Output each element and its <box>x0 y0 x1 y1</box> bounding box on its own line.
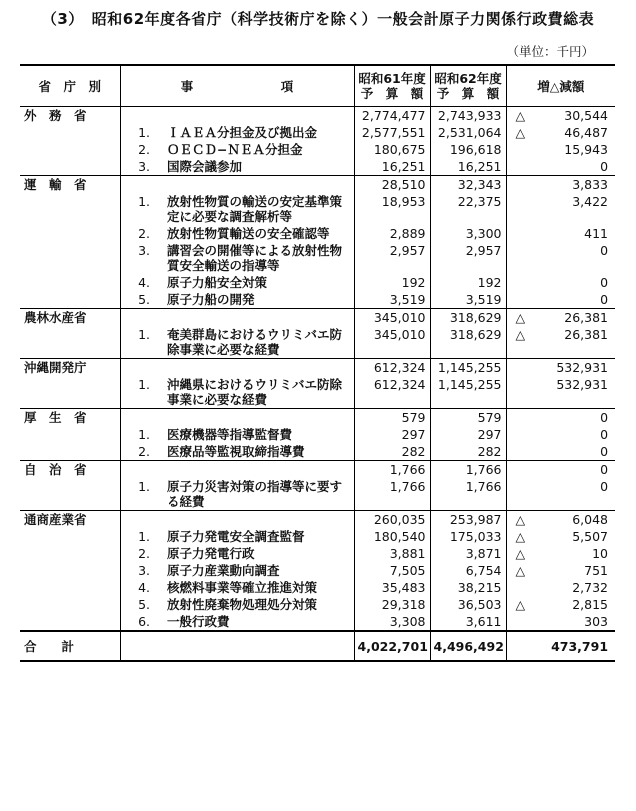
item-diff-cell <box>506 326 615 359</box>
item-diff-cell <box>506 545 615 562</box>
item-number: 1. <box>138 194 150 209</box>
header-dept: 省 庁 別 <box>20 65 120 107</box>
item-row <box>20 225 615 242</box>
item-diff-cell <box>506 579 615 596</box>
total-fy61: 4,022,701 <box>354 631 430 661</box>
item-row <box>20 562 615 579</box>
item-number: 1. <box>138 479 150 494</box>
dept-diff-sign: △ <box>515 310 526 325</box>
item-fy61: 3,881 <box>354 545 430 562</box>
item-name: 放射性廃棄物処理処分対策 <box>164 596 354 613</box>
dept-diff-value: 3,833 <box>572 177 609 192</box>
item-diff-value: 0 <box>600 243 609 258</box>
item-number: 4. <box>138 580 150 595</box>
dept-blank-cell <box>20 193 120 225</box>
item-fy61: 2,957 <box>354 242 430 274</box>
dept-fy62: 2,743,933 <box>430 107 506 125</box>
item-fy62: 38,215 <box>430 579 506 596</box>
item-diff-value: 0 <box>600 479 609 494</box>
item-number: 1. <box>138 377 150 392</box>
dept-row <box>20 309 615 327</box>
item-fy62: 196,618 <box>430 141 506 158</box>
item-name: ＩＡＥＡ分担金及び拠出金 <box>164 124 354 141</box>
item-name: ＯＥＣＤ−ＮＥＡ分担金 <box>164 141 354 158</box>
item-diff-value: 532,931 <box>556 377 609 392</box>
dept-diff-value: 26,381 <box>564 310 609 325</box>
dept-blank-cell <box>20 326 120 359</box>
item-diff-sign: △ <box>515 597 526 612</box>
item-diff-cell <box>506 158 615 176</box>
dept-fy62: 253,987 <box>430 511 506 529</box>
item-diff-cell <box>506 613 615 631</box>
item-diff-sign: △ <box>515 125 526 140</box>
dept-diff-value: 532,931 <box>556 360 609 375</box>
dept-blank-cell <box>20 426 120 443</box>
dept-fy61: 2,774,477 <box>354 107 430 125</box>
total-item-cell <box>120 631 354 661</box>
table-header-row <box>20 65 615 107</box>
total-label: 合 計 <box>20 631 120 661</box>
item-diff-cell <box>506 562 615 579</box>
dept-item-cell <box>120 359 354 377</box>
dept-fy62: 1,145,255 <box>430 359 506 377</box>
item-diff-value: 26,381 <box>564 327 609 342</box>
item-diff-cell <box>506 225 615 242</box>
item-diff-cell <box>506 426 615 443</box>
dept-fy61: 1,766 <box>354 461 430 479</box>
dept-row <box>20 107 615 125</box>
dept-fy62: 318,629 <box>430 309 506 327</box>
item-fy62: 1,766 <box>430 478 506 511</box>
item-diff-value: 411 <box>584 226 609 241</box>
dept-blank-cell <box>20 579 120 596</box>
item-diff-value: 2,732 <box>572 580 609 595</box>
item-row <box>20 326 615 359</box>
item-fy62: 2,957 <box>430 242 506 274</box>
item-fy62: 175,033 <box>430 528 506 545</box>
item-name: 原子力船の開発 <box>164 291 354 309</box>
total-diff-cell <box>506 631 615 661</box>
item-diff-cell <box>506 596 615 613</box>
dept-blank-cell <box>20 274 120 291</box>
dept-item-cell <box>120 409 354 427</box>
item-row <box>20 158 615 176</box>
item-number: 5. <box>138 292 150 307</box>
dept-diff-value: 30,544 <box>564 108 609 123</box>
dept-diff-cell <box>506 511 615 529</box>
item-fy62: 282 <box>430 443 506 461</box>
budget-table <box>20 64 615 662</box>
item-number: 2. <box>138 226 150 241</box>
item-name: 核燃料事業等確立推進対策 <box>164 579 354 596</box>
dept-fy61: 260,035 <box>354 511 430 529</box>
dept-fy62: 1,766 <box>430 461 506 479</box>
dept-fy61: 28,510 <box>354 176 430 194</box>
dept-blank-cell <box>20 545 120 562</box>
item-row <box>20 579 615 596</box>
header-fy61-line1: 昭和61年度 <box>358 71 426 86</box>
item-diff-cell <box>506 478 615 511</box>
item-number: 4. <box>138 275 150 290</box>
dept-blank-cell <box>20 478 120 511</box>
dept-item-cell <box>120 176 354 194</box>
item-fy62: 3,871 <box>430 545 506 562</box>
item-fy61: 282 <box>354 443 430 461</box>
item-name: 医療品等監視取締指導費 <box>164 443 354 461</box>
item-name: 放射性物質輸送の安全確認等 <box>164 225 354 242</box>
item-row <box>20 124 615 141</box>
dept-fy61: 612,324 <box>354 359 430 377</box>
dept-diff-cell <box>506 107 615 125</box>
dept-row <box>20 461 615 479</box>
item-number: 1. <box>138 327 150 342</box>
dept-blank-cell <box>20 376 120 409</box>
dept-blank-cell <box>20 291 120 309</box>
item-row <box>20 141 615 158</box>
item-fy62: 2,531,064 <box>430 124 506 141</box>
item-diff-cell <box>506 443 615 461</box>
item-diff-value: 10 <box>592 546 609 561</box>
item-fy61: 35,483 <box>354 579 430 596</box>
dept-name: 農林水産省 <box>20 309 120 327</box>
item-row <box>20 426 615 443</box>
item-name: 一般行政費 <box>164 613 354 631</box>
item-number: 2. <box>138 444 150 459</box>
item-diff-value: 751 <box>584 563 609 578</box>
dept-diff-cell <box>506 409 615 427</box>
dept-name: 通商産業省 <box>20 511 120 529</box>
dept-item-cell <box>120 107 354 125</box>
dept-name: 外 務 省 <box>20 107 120 125</box>
item-diff-cell <box>506 141 615 158</box>
dept-blank-cell <box>20 158 120 176</box>
item-number: 1. <box>138 427 150 442</box>
item-name: 原子力産業動向調査 <box>164 562 354 579</box>
dept-fy62: 579 <box>430 409 506 427</box>
item-number: 2. <box>138 546 150 561</box>
item-number: 3. <box>138 243 150 258</box>
dept-diff-cell <box>506 309 615 327</box>
dept-row <box>20 409 615 427</box>
item-row <box>20 242 615 274</box>
item-number: 6. <box>138 614 150 629</box>
dept-row <box>20 359 615 377</box>
item-fy61: 3,308 <box>354 613 430 631</box>
item-diff-value: 303 <box>584 614 609 629</box>
item-number: 3. <box>138 563 150 578</box>
item-number: 5. <box>138 597 150 612</box>
dept-blank-cell <box>20 124 120 141</box>
dept-blank-cell <box>20 613 120 631</box>
item-diff-value: 0 <box>600 275 609 290</box>
item-row <box>20 596 615 613</box>
dept-blank-cell <box>20 242 120 274</box>
item-name: 沖縄県におけるウリミバエ防除事業に必要な経費 <box>164 376 354 409</box>
table-body <box>20 107 615 632</box>
dept-blank-cell <box>20 225 120 242</box>
item-fy62: 3,519 <box>430 291 506 309</box>
dept-item-cell <box>120 309 354 327</box>
dept-blank-cell <box>20 528 120 545</box>
header-fy62-line2: 予 算 額 <box>436 86 500 101</box>
item-name: 原子力発電安全調査監督 <box>164 528 354 545</box>
item-fy62: 6,754 <box>430 562 506 579</box>
item-name: 講習会の開催等による放射性物質安全輸送の指導等 <box>164 242 354 274</box>
dept-diff-cell <box>506 176 615 194</box>
item-row <box>20 443 615 461</box>
item-name: 放射性物質の輸送の安定基準策定に必要な調査解析等 <box>164 193 354 225</box>
item-fy62: 1,145,255 <box>430 376 506 409</box>
item-row <box>20 274 615 291</box>
item-fy61: 2,577,551 <box>354 124 430 141</box>
dept-diff-cell <box>506 359 615 377</box>
dept-name: 厚 生 省 <box>20 409 120 427</box>
item-fy61: 180,540 <box>354 528 430 545</box>
item-fy62: 297 <box>430 426 506 443</box>
dept-name: 自 治 省 <box>20 461 120 479</box>
dept-diff-value: 0 <box>600 462 609 477</box>
item-diff-value: 5,507 <box>572 529 609 544</box>
dept-fy61: 345,010 <box>354 309 430 327</box>
item-diff-value: 0 <box>600 427 609 442</box>
item-diff-sign: △ <box>515 529 526 544</box>
item-number: 2. <box>138 142 150 157</box>
item-name: 医療機器等指導監督費 <box>164 426 354 443</box>
dept-row <box>20 176 615 194</box>
item-diff-value: 15,943 <box>564 142 609 157</box>
item-fy61: 192 <box>354 274 430 291</box>
item-diff-cell <box>506 291 615 309</box>
dept-fy61: 579 <box>354 409 430 427</box>
item-fy62: 22,375 <box>430 193 506 225</box>
dept-blank-cell <box>20 443 120 461</box>
item-number: 1. <box>138 529 150 544</box>
dept-diff-sign: △ <box>515 512 526 527</box>
dept-diff-sign: △ <box>515 108 526 123</box>
item-number: 1. <box>138 125 150 140</box>
item-fy61: 3,519 <box>354 291 430 309</box>
item-row <box>20 613 615 631</box>
item-fy61: 1,766 <box>354 478 430 511</box>
item-number: 3. <box>138 159 150 174</box>
item-row <box>20 528 615 545</box>
item-diff-cell <box>506 528 615 545</box>
item-fy61: 18,953 <box>354 193 430 225</box>
item-fy61: 7,505 <box>354 562 430 579</box>
dept-item-cell <box>120 511 354 529</box>
total-diff-value: 473,791 <box>551 638 609 654</box>
total-fy62: 4,496,492 <box>430 631 506 661</box>
item-diff-value: 3,422 <box>572 194 609 209</box>
dept-diff-cell <box>506 461 615 479</box>
item-diff-value: 0 <box>600 159 609 174</box>
total-row <box>20 631 615 661</box>
item-diff-cell <box>506 376 615 409</box>
item-name: 原子力発電行政 <box>164 545 354 562</box>
item-name: 原子力災害対策の指導等に要する経費 <box>164 478 354 511</box>
item-name: 奄美群島におけるウリミバエ防除事業に必要な経費 <box>164 326 354 359</box>
item-fy62: 3,300 <box>430 225 506 242</box>
item-diff-value: 46,487 <box>564 125 609 140</box>
item-diff-cell <box>506 124 615 141</box>
dept-diff-value: 0 <box>600 410 609 425</box>
item-fy61: 612,324 <box>354 376 430 409</box>
item-fy61: 16,251 <box>354 158 430 176</box>
item-diff-value: 0 <box>600 292 609 307</box>
header-fy62-line1: 昭和62年度 <box>434 71 502 86</box>
item-diff-cell <box>506 193 615 225</box>
item-row <box>20 291 615 309</box>
item-diff-sign: △ <box>515 563 526 578</box>
item-fy61: 29,318 <box>354 596 430 613</box>
item-diff-value: 0 <box>600 444 609 459</box>
dept-blank-cell <box>20 562 120 579</box>
item-name: 国際会議参加 <box>164 158 354 176</box>
item-row <box>20 376 615 409</box>
header-fy61 <box>354 65 430 107</box>
item-fy61: 297 <box>354 426 430 443</box>
page-title: （3） 昭和62年度各省庁（科学技術庁を除く）一般会計原子力関係行政費総表 <box>41 10 595 28</box>
item-fy62: 3,611 <box>430 613 506 631</box>
header-fy62 <box>430 65 506 107</box>
header-fy61-line2: 予 算 額 <box>360 86 424 101</box>
item-diff-sign: △ <box>515 327 526 342</box>
header-diff: 増△減額 <box>506 65 615 107</box>
item-fy61: 345,010 <box>354 326 430 359</box>
item-fy62: 36,503 <box>430 596 506 613</box>
dept-name: 沖縄開発庁 <box>20 359 120 377</box>
dept-row <box>20 511 615 529</box>
item-row <box>20 193 615 225</box>
item-diff-sign: △ <box>515 546 526 561</box>
item-fy62: 16,251 <box>430 158 506 176</box>
header-item: 事 項 <box>120 65 354 107</box>
dept-fy62: 32,343 <box>430 176 506 194</box>
dept-name: 運 輸 省 <box>20 176 120 194</box>
item-fy61: 180,675 <box>354 141 430 158</box>
item-diff-cell <box>506 274 615 291</box>
item-row <box>20 545 615 562</box>
dept-blank-cell <box>20 141 120 158</box>
item-fy62: 192 <box>430 274 506 291</box>
item-fy62: 318,629 <box>430 326 506 359</box>
dept-item-cell <box>120 461 354 479</box>
item-diff-value: 2,815 <box>572 597 609 612</box>
item-name: 原子力船安全対策 <box>164 274 354 291</box>
item-row <box>20 478 615 511</box>
item-fy61: 2,889 <box>354 225 430 242</box>
unit-label: （単位：千円） <box>506 44 594 59</box>
item-diff-cell <box>506 242 615 274</box>
dept-blank-cell <box>20 596 120 613</box>
dept-diff-value: 6,048 <box>572 512 609 527</box>
